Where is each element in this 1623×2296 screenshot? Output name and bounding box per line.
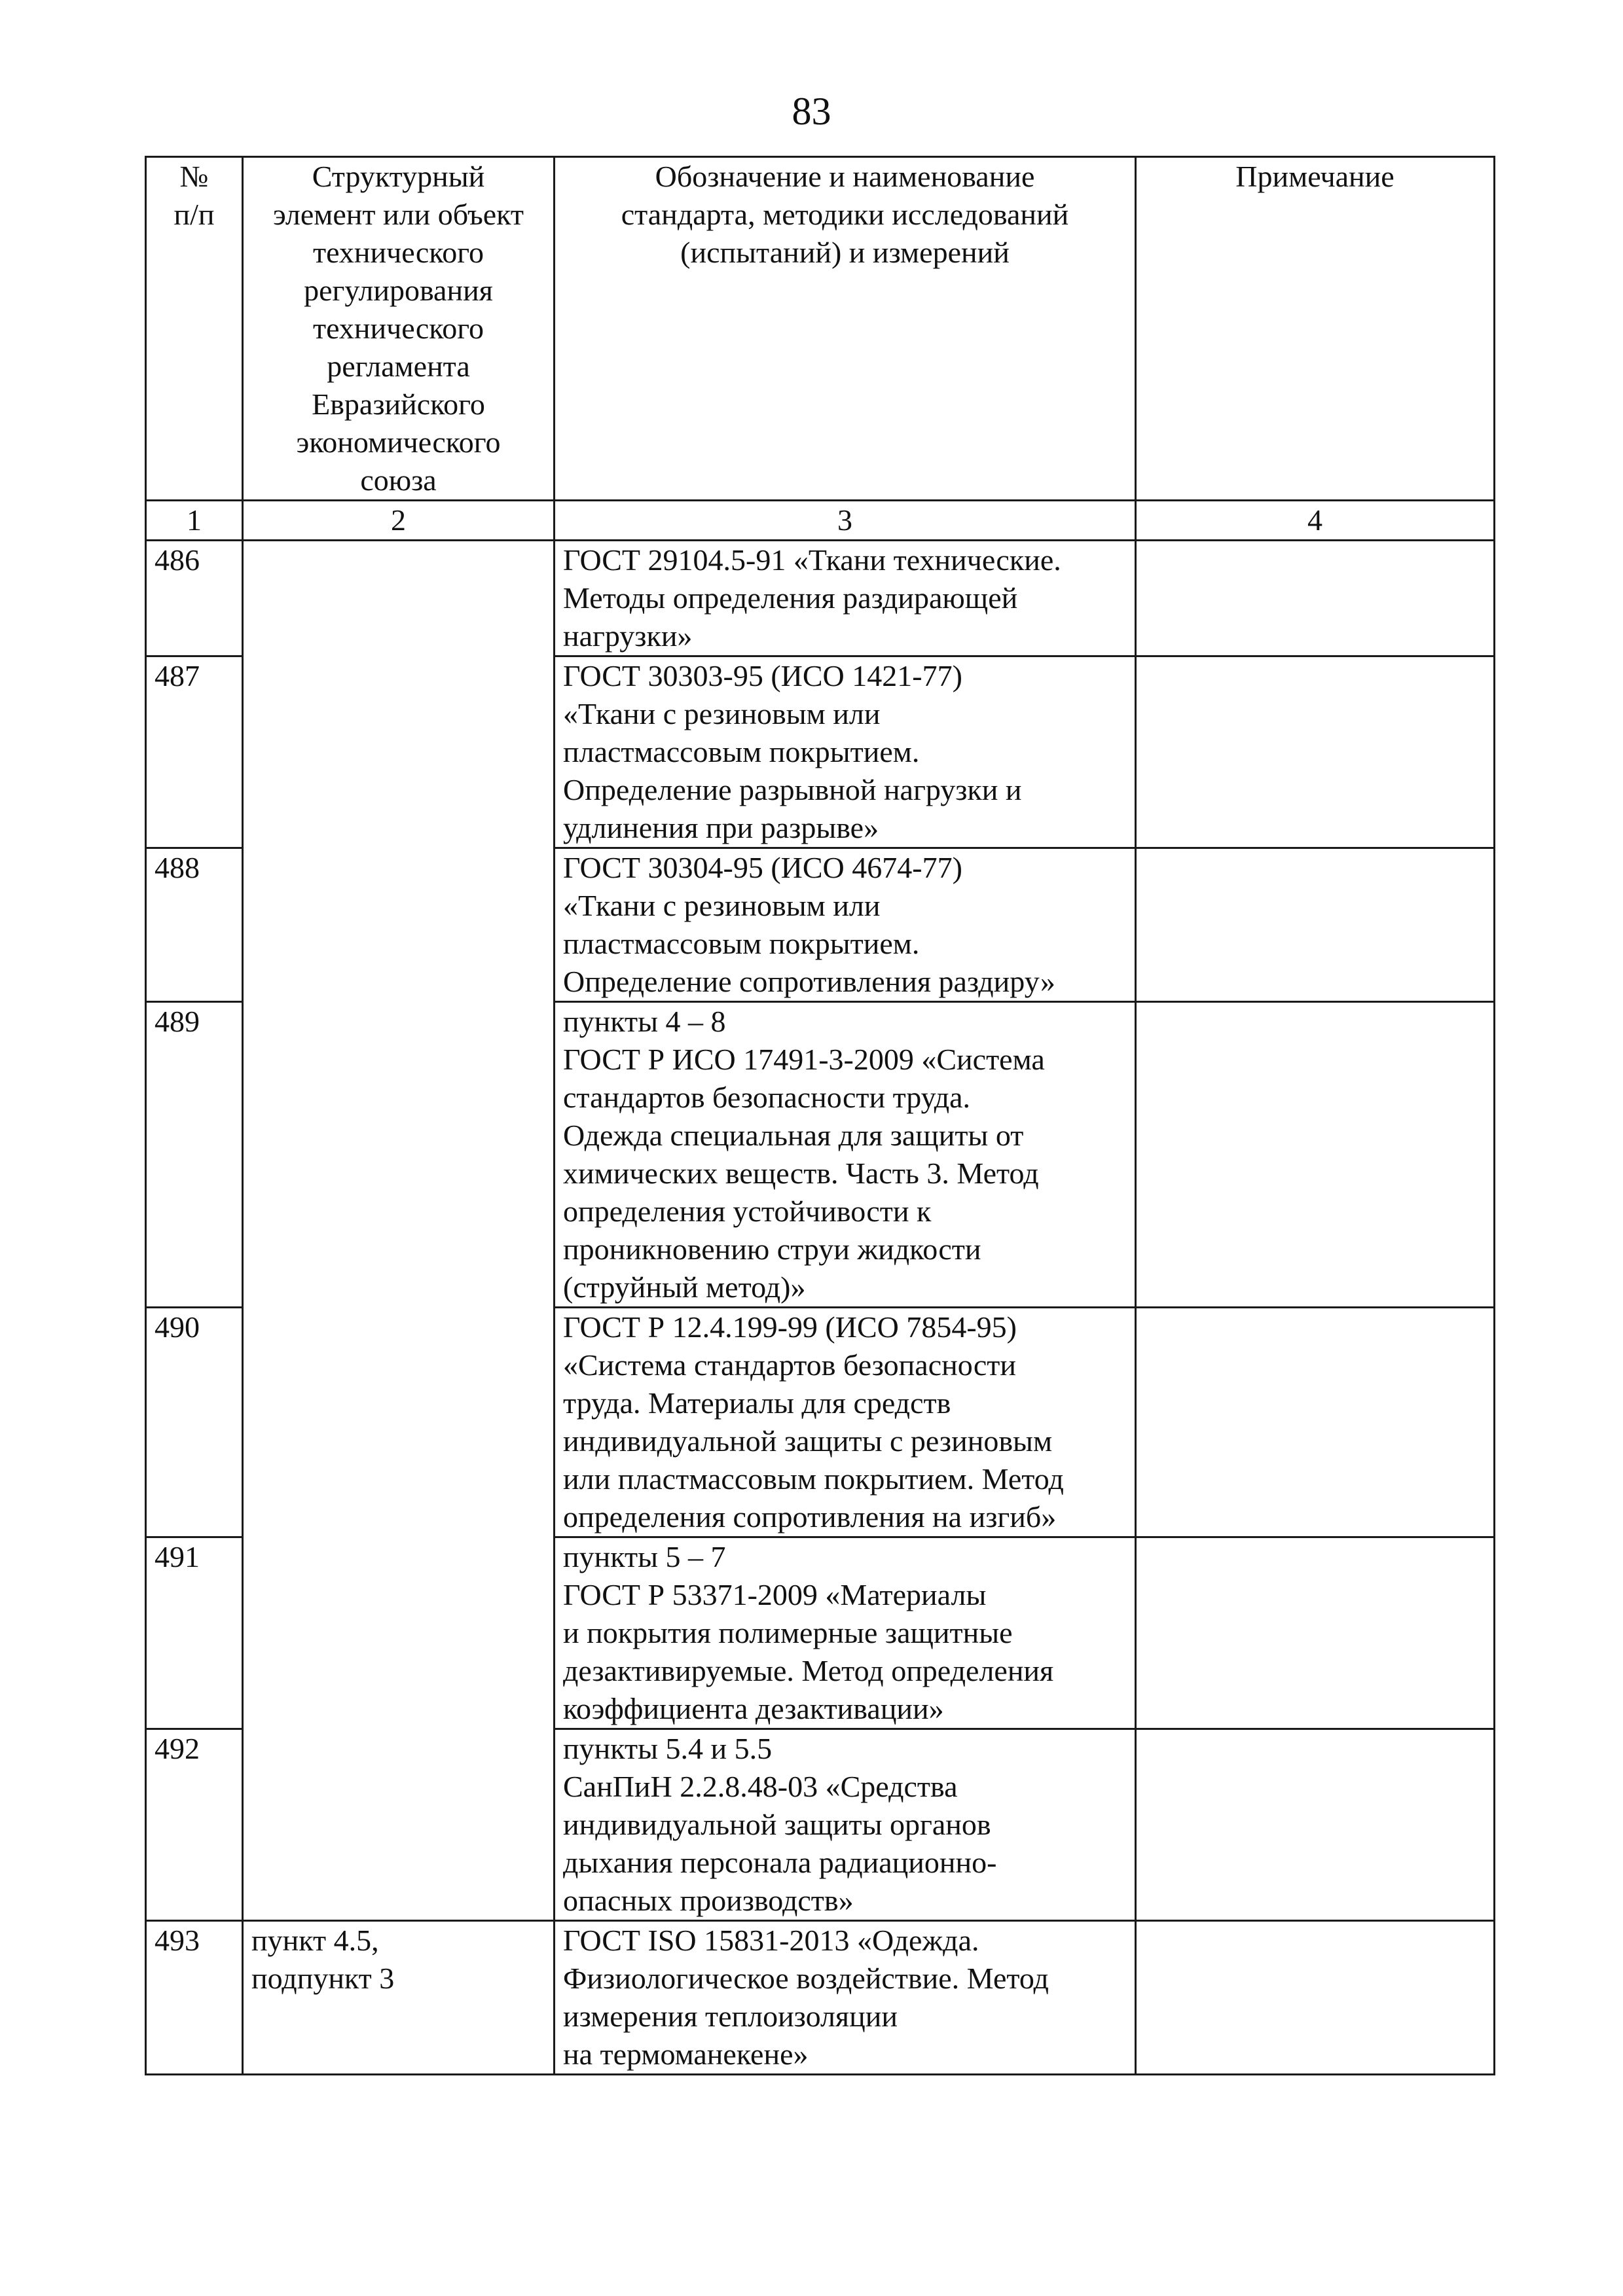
standard-line: химических веществ. Часть 3. Метод: [563, 1157, 1039, 1190]
standard-line: определения устойчивости к: [563, 1194, 932, 1228]
standard-cell: [555, 1729, 1136, 1921]
standard-line: ГОСТ Р 12.4.199-99 (ИСО 7854-95): [563, 1310, 1017, 1344]
standard-line: проникновению струи жидкости: [563, 1232, 981, 1266]
standard-line: определения сопротивления на изгиб»: [563, 1500, 1057, 1534]
standard-line: труда. Материалы для средств: [563, 1386, 951, 1420]
standard-line: или пластмассовым покрытием. Метод: [563, 1462, 1064, 1496]
standard-cell: [555, 656, 1136, 848]
header-line: п/п: [173, 198, 215, 231]
header-row: [146, 157, 1495, 501]
standard-cell: [555, 1921, 1136, 2075]
standard-line: индивидуальной защиты органов: [563, 1808, 991, 1841]
note-cell: [1136, 1729, 1495, 1921]
column-numbers-row: [146, 501, 1495, 541]
header-line: регламента: [327, 350, 470, 383]
table-row: [146, 541, 1495, 656]
standard-line: ГОСТ 30304-95 (ИСО 4674-77): [563, 851, 962, 884]
standard-line: «Ткани с резиновым или: [563, 889, 881, 922]
structural-element-cell: [243, 1921, 555, 2075]
header-line: регулирования: [304, 274, 493, 307]
standard-line: ГОСТ ISO 15831-2013 «Одежда.: [563, 1924, 979, 1957]
row-number: 490: [146, 1308, 243, 1537]
header-line: №: [179, 160, 209, 193]
row-number: 488: [146, 848, 243, 1002]
table-row: [146, 1921, 1495, 2075]
standard-line: пластмассовым покрытием.: [563, 927, 920, 960]
structural-element-cell: [243, 541, 555, 1921]
standard-line: дезактивируемые. Метод определения: [563, 1654, 1054, 1687]
standard-line: пункты 4 – 8: [563, 1005, 726, 1038]
header-line: Евразийского: [312, 387, 485, 421]
standard-line: удлинения при разрыве»: [563, 811, 879, 844]
header-line: Примечание: [1235, 160, 1395, 193]
standard-line: Методы определения раздирающей: [563, 581, 1018, 615]
standard-line: на термоманекене»: [563, 2037, 809, 2071]
header-line: технического: [313, 236, 484, 269]
header-line: экономического: [296, 425, 501, 459]
standard-line: «Система стандартов безопасности: [563, 1348, 1017, 1382]
standard-line: ГОСТ 30303-95 (ИСО 1421-77): [563, 659, 962, 692]
note-cell: [1136, 1537, 1495, 1729]
header-line: элемент или объект: [272, 198, 524, 231]
standards-table: [145, 156, 1495, 2075]
standard-line: Физиологическое воздействие. Метод: [563, 1962, 1049, 1995]
header-line: союза: [360, 463, 437, 497]
note-cell: [1136, 1921, 1495, 2075]
header-structural-element: [243, 157, 555, 501]
note-cell: [1136, 656, 1495, 848]
standard-cell: [555, 1002, 1136, 1308]
standard-line: стандартов безопасности труда.: [563, 1081, 971, 1114]
note-cell: [1136, 848, 1495, 1002]
header-note: [1136, 157, 1495, 501]
page-number: 83: [792, 90, 831, 133]
column-number: 1: [146, 501, 243, 541]
row-number: 487: [146, 656, 243, 848]
standard-line: индивидуальной защиты с резиновым: [563, 1424, 1053, 1458]
row-number: 492: [146, 1729, 243, 1921]
header-line: стандарта, методики исследований: [621, 198, 1069, 231]
row-number: 491: [146, 1537, 243, 1729]
header-number: [146, 157, 243, 501]
standard-line: СанПиН 2.2.8.48-03 «Средства: [563, 1770, 958, 1803]
standard-line: измерения теплоизоляции: [563, 2000, 898, 2033]
standard-line: пластмассовым покрытием.: [563, 735, 920, 768]
standard-line: (струйный метод)»: [563, 1270, 806, 1304]
standard-line: ГОСТ Р 53371-2009 «Материалы: [563, 1578, 987, 1611]
standard-line: и покрытия полимерные защитные: [563, 1616, 1013, 1649]
header-line: Обозначение и наименование: [655, 160, 1035, 193]
standard-line: Определение разрывной нагрузки и: [563, 773, 1022, 806]
standard-cell: [555, 1308, 1136, 1537]
structural-line: пункт 4.5,: [251, 1924, 379, 1957]
row-number: 489: [146, 1002, 243, 1308]
note-cell: [1136, 541, 1495, 656]
standard-line: «Ткани с резиновым или: [563, 697, 881, 730]
standard-line: Определение сопротивления раздиру»: [563, 965, 1055, 998]
row-number: 486: [146, 541, 243, 656]
standard-line: Одежда специальная для защиты от: [563, 1119, 1024, 1152]
table-body: [146, 541, 1495, 2075]
standard-line: дыхания персонала радиационно-: [563, 1846, 997, 1879]
column-number: 3: [555, 501, 1136, 541]
standard-line: опасных производств»: [563, 1884, 854, 1917]
column-number: 4: [1136, 501, 1495, 541]
note-cell: [1136, 1308, 1495, 1537]
header-line: (испытаний) и измерений: [680, 236, 1010, 269]
note-cell: [1136, 1002, 1495, 1308]
standard-line: ГОСТ 29104.5-91 «Ткани технические.: [563, 543, 1061, 577]
standard-line: пункты 5 – 7: [563, 1540, 726, 1573]
header-line: технического: [313, 312, 484, 345]
standard-line: ГОСТ Р ИСО 17491-3-2009 «Система: [563, 1043, 1045, 1076]
header-line: Структурный: [312, 160, 485, 193]
standard-line: пункты 5.4 и 5.5: [563, 1732, 773, 1765]
structural-line: подпункт 3: [251, 1962, 395, 1995]
standard-cell: [555, 1537, 1136, 1729]
header-standard: [555, 157, 1136, 501]
row-number: 493: [146, 1921, 243, 2075]
column-number: 2: [243, 501, 555, 541]
standard-line: нагрузки»: [563, 619, 693, 653]
standard-cell: [555, 848, 1136, 1002]
standard-cell: [555, 541, 1136, 656]
standard-line: коэффициента дезактивации»: [563, 1692, 944, 1725]
